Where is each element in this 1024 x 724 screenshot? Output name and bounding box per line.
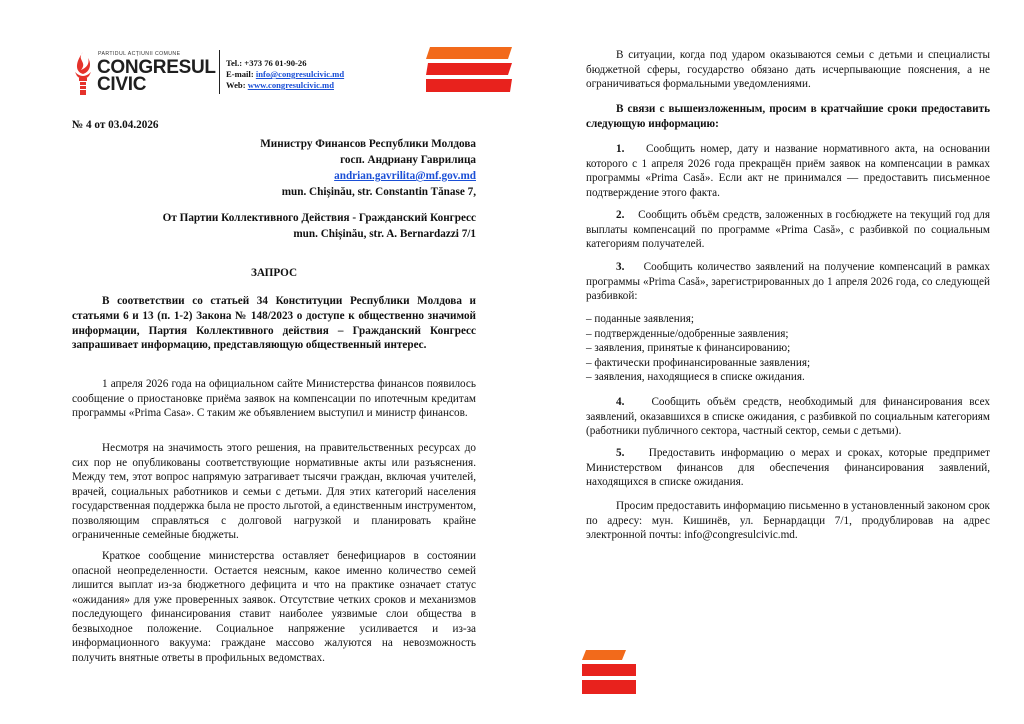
request-item-4-text: Сообщить объём средств, необходимый для финансирования всех заявлений, оказавшихся в списке ожидания, с разбивкой по социальным категориям (работники публичного сектора, частный сектор, семьи с детьми). xyxy=(586,396,991,437)
list-item: – заявления, принятые к финансированию; xyxy=(586,342,791,355)
torch-icon xyxy=(70,50,96,96)
recipient-line2: госп. Андриану Гаврилица xyxy=(340,154,476,166)
list-item: – заявления, находящиеся в списке ожидания. xyxy=(586,371,805,384)
footer-stripes xyxy=(582,650,636,704)
list-item: – фактически профинансированные заявления; xyxy=(586,356,811,369)
contact-block xyxy=(226,58,426,91)
contact-web-label: Web: xyxy=(226,80,246,90)
intro-paragraph: В соответствии со статьей 34 Конституции Республики Молдова и статьями 6 и 13 (п. 1-2) Закона № 148/2023 о доступе к общественно значимой информации, Партия Коллективного действия – Гражданский Конгресс запрашивает информацию, представляющую общественный интерес. xyxy=(72,295,476,352)
recipient-email[interactable]: andrian.gavrilita@mf.gov.md xyxy=(334,170,476,182)
recipient-address: mun. Chișinău, str. Constantin Tănase 7, xyxy=(281,186,476,198)
request-item-2-number: 2. xyxy=(616,209,625,221)
document-title: ЗАПРОС xyxy=(250,267,298,279)
logo-line1: CONGRESUL xyxy=(97,57,216,78)
recipient-block xyxy=(150,136,476,200)
page-2 xyxy=(512,0,1024,724)
contact-email-row xyxy=(226,69,426,80)
contact-web-row xyxy=(226,80,426,91)
closing-paragraph: Просим предоставить информацию письменно в установленный законом срок по адресу: мун. Кишинёв, ул. Бернардацци 7/1, продублировав на адрес электронной почты: info@congresulcivic.md. xyxy=(586,500,990,541)
sender-block xyxy=(100,210,476,242)
body-paragraph-1: 1 апреля 2026 года на официальном сайте Министерства финансов появилось сообщение о приостановке приёма заявок на компенсации по ипотечным кредитам программы «Prima Casa». С таким же объявлением выступил и министр финансов. xyxy=(72,378,476,419)
recipient-line1: Министру Финансов Республики Молдова xyxy=(260,138,476,150)
p2-paragraph-1: В ситуации, когда под ударом оказываются семьи с детьми и специалисты бюджетной сферы, государство обязано дать исчерпывающие пояснения, а не ограничиваться формальными уведомлениями. xyxy=(586,49,990,90)
request-item-1-text: Сообщить номер, дату и название нормативного акта, на основании которого с 1 апреля 2026 года прекращён приём заявок на компенсации в рамках программы «Prima Casă». Если акт не принимался — предоставить письменное подтверждение этого факта. xyxy=(586,143,990,199)
contact-email-link[interactable]: info@congresulcivic.md xyxy=(255,69,345,79)
body-paragraph-2: Несмотря на значимость этого решения, на правительственных ресурсах до сих пор не опубликованы соответствующие нормативные акты или разъяснения. Между тем, этот вопрос напрямую затрагивает тысячи граждан, включая учителей, врачей, социальных работников и семьи с детьми. Для этих категорий населения государственная поддержка была не просто льготой, а единственным инструментом, позволяющим справляться с долговой нагрузкой и планировать крайне ограниченные семейные бюджеты. xyxy=(72,442,476,541)
request-item-1-number: 1. xyxy=(616,143,625,155)
request-item-3-text: Сообщить количество заявлений на получение компенсаций в рамках программы «Prima Casă», зарегистрированных до 1 апреля 2026 года, со следующей разбивкой: xyxy=(586,261,991,302)
request-item-4-number: 4. xyxy=(616,396,625,408)
request-item-4 xyxy=(586,395,990,439)
contact-email-label: E-mail: xyxy=(226,69,254,79)
logo-line2: CIVIC xyxy=(97,74,147,95)
request-item-1 xyxy=(586,142,990,200)
request-item-2-text: Сообщить объём средств, заложенных в госбюджете на текущий год для выплаты компенсаций по программе «Prima Casă», с разбивкой по социальным категориям получателей. xyxy=(586,209,991,250)
party-logo xyxy=(70,48,216,98)
breakdown-list xyxy=(586,312,990,385)
request-item-5-number: 5. xyxy=(616,447,625,459)
request-item-3 xyxy=(586,260,990,304)
list-item: – подтвержденные/одобренные заявления; xyxy=(586,327,789,340)
p2-request-intro: В связи с вышеизложенным, просим в кратчайшие сроки предоставить следующую информацию: xyxy=(586,103,990,130)
header-divider xyxy=(219,50,220,94)
request-item-5 xyxy=(586,446,990,490)
request-item-2 xyxy=(586,208,990,252)
header-stripes xyxy=(426,47,512,92)
sender-line2: mun. Chișinău, str. A. Bernardazzi 7/1 xyxy=(293,228,476,240)
list-item: – поданные заявления; xyxy=(586,313,695,325)
body-paragraph-3: Краткое сообщение министерства оставляет бенефициаров в состоянии опасной неопределенности. Остается неясным, какое именно количество семей лишится выплат из-за бюджетного дефицита и что на практике означает статус «ожидания» для уже проверенных заявок. Отсутствие четких сроков и механизмов последующего финансирования ставит наиболее уязвимые слои общества в безвыходное положение. Социальное напряжение усиливается и из-за информационного вакуума: граждане массово жалуются на невозможность получить внятные ответы в профильных ведомствах. xyxy=(72,550,476,664)
contact-web-link[interactable]: www.congresulcivic.md xyxy=(247,80,334,90)
request-item-5-text: Предоставить информацию о мерах и сроках, которые предпримет Министерством финансов для обеспечения финансирования заявлений, находящихся в списке ожидания. xyxy=(586,447,991,488)
sender-line1: От Партии Коллективного Действия - Гражданский Конгресс xyxy=(162,212,476,224)
logo-tagline: PARTIDUL ACȚIUNII COMUNE xyxy=(98,51,181,57)
document-number: № 4 от 03.04.2026 xyxy=(72,119,159,131)
contact-tel: Tel.: +373 76 01-90-26 xyxy=(226,58,307,68)
request-item-3-number: 3. xyxy=(616,261,625,273)
